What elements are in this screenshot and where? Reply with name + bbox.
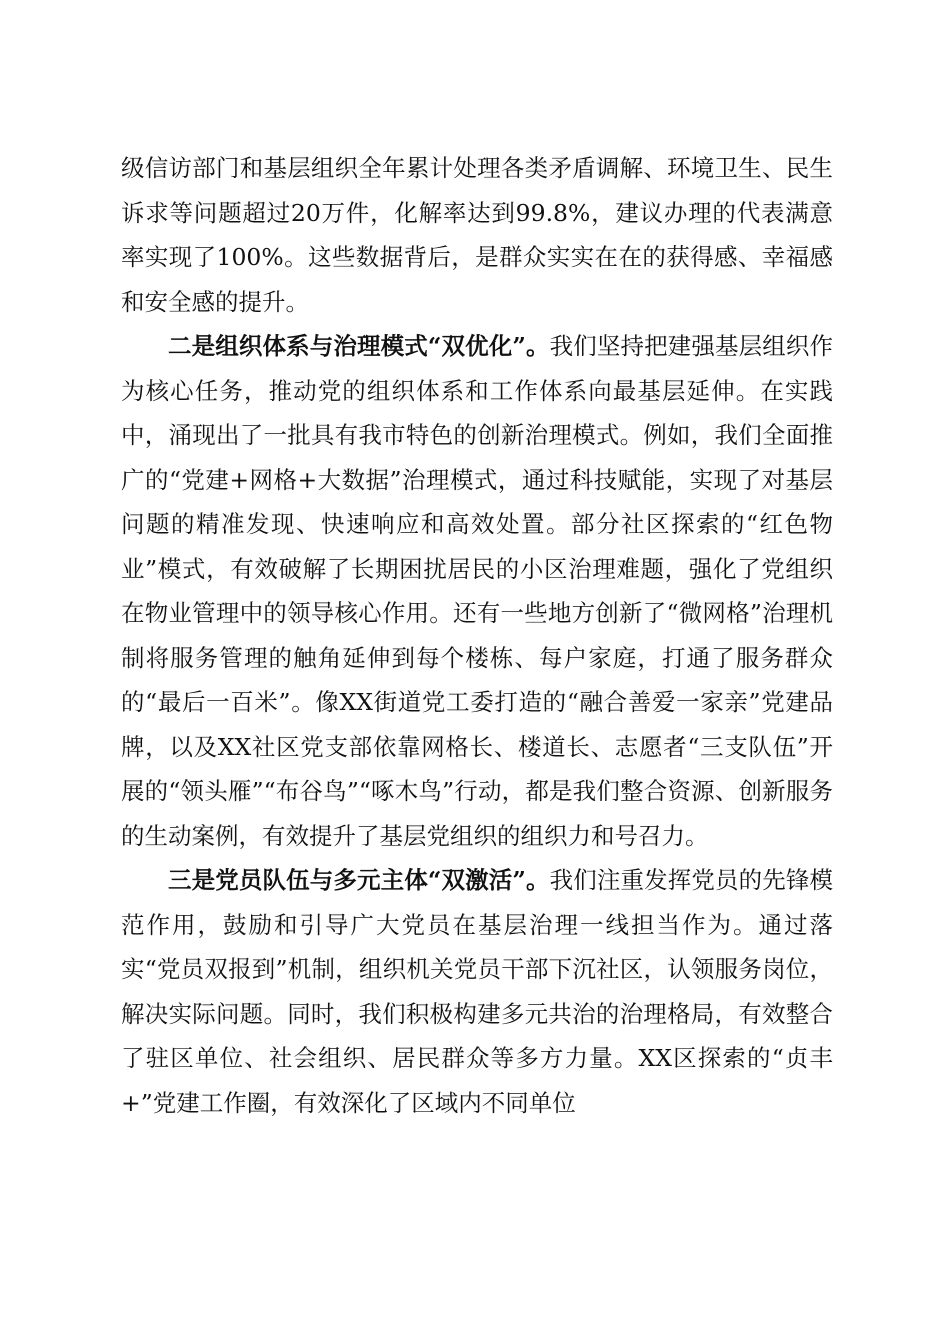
paragraph-1-text: 级信访部门和基层组织全年累计处理各类矛盾调解、环境卫生、民生诉求等问题超过20万件，化解率达到99.8%，建议办理的代表满意率实现了100%。这些数据背后，是群众实实在在的获得感、幸福感和安全感的提升。 xyxy=(121,154,833,316)
paragraph-2-heading: 二是组织体系与治理模式“双优化”。 xyxy=(168,332,550,360)
paragraph-3-text: 我们注重发挥党员的先锋模范作用，鼓励和引导广大党员在基层治理一线担当作为。通过落实“党员双报到”机制，组织机关党员干部下沉社区，认领服务岗位，解决实际问题。同时，我们积极构建多元共治的治理格局，有效整合了驻区单位、社会组织、居民群众等多方力量。XX区探索的“贞丰+”党建工作圈，有效深化了区域内不同单位 xyxy=(121,866,833,1117)
paragraph-3-heading: 三是党员队伍与多元主体“双激活”。 xyxy=(168,866,550,894)
paragraph-1 xyxy=(121,146,833,324)
paragraph-2 xyxy=(121,324,833,858)
paragraph-3 xyxy=(121,858,833,1125)
paragraph-2-text: 我们坚持把建强基层组织作为核心任务，推动党的组织体系和工作体系向最基层延伸。在实践中，涌现出了一批具有我市特色的创新治理模式。例如，我们全面推广的“党建+网格+大数据”治理模式，通过科技赋能，实现了对基层问题的精准发现、快速响应和高效处置。部分社区探索的“红色物业”模式，有效破解了长期困扰居民的小区治理难题，强化了党组织在物业管理中的领导核心作用。还有一些地方创新了“微网格”治理机制将服务管理的触角延伸到每个楼栋、每户家庭，打通了服务群众的“最后一百米”。像XX街道党工委打造的“融合善爱一家亲”党建品牌，以及XX社区党支部依靠网格长、楼道长、志愿者“三支队伍”开展的“领头雁”“布谷鸟”“啄木鸟”行动，都是我们整合资源、创新服务的生动案例，有效提升了基层党组织的组织力和号召力。 xyxy=(121,332,833,850)
document-body xyxy=(121,146,833,1125)
